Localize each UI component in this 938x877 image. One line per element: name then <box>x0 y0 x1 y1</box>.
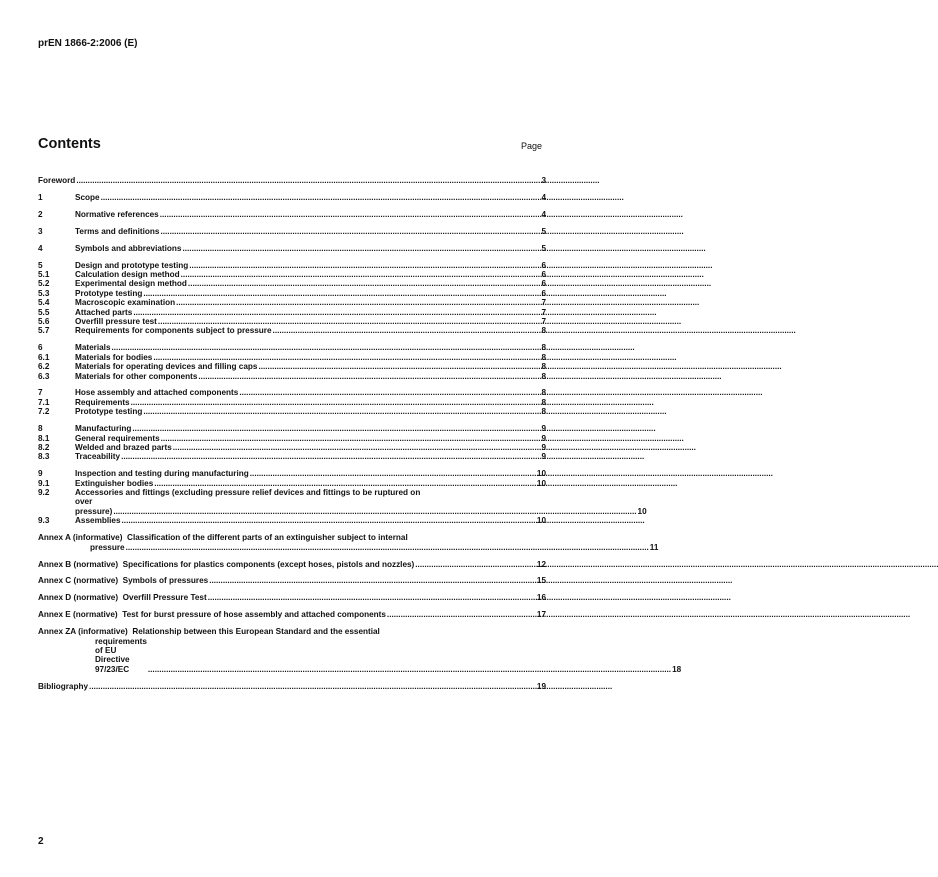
toc-entry-annex-e[interactable] <box>38 610 546 619</box>
dot-leader <box>181 270 704 279</box>
toc-entry-number: 5.4 <box>38 298 50 308</box>
toc-entry-annex-label: Annex B (normative) <box>38 559 119 569</box>
toc-entry-annex-b[interactable] <box>38 560 546 569</box>
toc-entry-number: 5.6 <box>38 316 50 326</box>
toc-entry-page: 7 <box>541 307 546 317</box>
toc-entry-title: Prototype testing <box>75 407 143 417</box>
toc-entry-page: 9 <box>541 424 546 434</box>
dot-leader <box>182 244 705 253</box>
toc-entry-5-1[interactable] <box>38 270 546 279</box>
toc-entry-5-2[interactable] <box>38 279 546 288</box>
toc-entry-title: Test for burst pressure of hose assembly and attached components <box>122 610 386 620</box>
toc-entry-title: Materials <box>75 343 111 353</box>
page-column-label: Page <box>521 141 543 151</box>
toc-entry-foreword[interactable] <box>38 176 546 185</box>
toc-entry-3[interactable] <box>38 227 546 236</box>
toc-entry-number: 5.3 <box>38 288 50 298</box>
contents-title: Contents <box>38 136 101 152</box>
toc-entry-page: 19 <box>536 681 546 691</box>
toc-entry-title: Prototype testing <box>75 288 143 298</box>
toc-entry-5[interactable] <box>38 261 546 270</box>
toc-entry-title: Normative references <box>75 209 159 219</box>
dot-leader <box>126 543 649 552</box>
dot-leader <box>173 443 696 452</box>
toc-entry-page: 7 <box>541 298 546 308</box>
toc-entry-number: 5.1 <box>38 269 50 279</box>
dot-leader <box>161 434 684 443</box>
dot-leader <box>209 576 732 585</box>
toc-entry-9-3[interactable] <box>38 516 546 525</box>
toc-entry-8-3[interactable] <box>38 452 546 461</box>
dot-leader <box>113 507 636 516</box>
toc-entry-page: 11 <box>649 542 659 552</box>
toc-entry-number: 5.2 <box>38 279 50 289</box>
dot-leader <box>158 317 681 326</box>
toc-entry-title: Symbols and abbreviations <box>75 243 182 253</box>
table-of-contents <box>38 176 682 691</box>
toc-entry-number: 4 <box>38 243 43 253</box>
toc-entry-title-line2: over pressure) <box>75 497 113 516</box>
toc-entry-number: 9.2 <box>38 488 50 498</box>
toc-entry-5-7[interactable] <box>38 326 546 335</box>
toc-entry-page: 16 <box>536 593 546 603</box>
toc-entry-number: 5.7 <box>38 326 50 336</box>
toc-entry-5-3[interactable] <box>38 289 546 298</box>
toc-entry-number: 7.1 <box>38 397 50 407</box>
toc-entry-number: 6 <box>38 343 43 353</box>
toc-entry-2[interactable] <box>38 210 546 219</box>
toc-entry-title: Foreword <box>38 176 76 185</box>
toc-entry-title-line1: Classification of the different parts of an extinguisher subject to internal <box>127 533 408 543</box>
toc-entry-title: Extinguisher bodies <box>75 478 154 488</box>
toc-entry-annex-c[interactable] <box>38 576 546 585</box>
toc-entry-title: Experimental design method <box>75 279 187 289</box>
toc-entry-title: Manufacturing <box>75 424 132 434</box>
toc-entry-annex-za[interactable] <box>38 627 682 674</box>
toc-entry-8[interactable] <box>38 424 546 433</box>
toc-entry-number: 9 <box>38 469 43 479</box>
toc-entry-5-4[interactable] <box>38 298 546 307</box>
dot-leader <box>273 326 796 335</box>
dot-leader <box>239 388 762 397</box>
toc-entry-annex-d[interactable] <box>38 593 546 602</box>
toc-entry-number: 8 <box>38 424 43 434</box>
toc-entry-title-line2: pressure <box>90 542 125 552</box>
toc-entry-title: Traceability <box>75 452 121 462</box>
toc-entry-7[interactable] <box>38 388 546 397</box>
toc-entry-page: 8 <box>541 362 546 372</box>
dot-leader <box>176 298 699 307</box>
toc-entry-page: 15 <box>536 576 546 586</box>
toc-entry-number: 6.3 <box>38 371 50 381</box>
toc-entry-title: Materials for other components <box>75 371 198 381</box>
toc-entry-number: 5.5 <box>38 307 50 317</box>
toc-entry-page: 6 <box>541 288 546 298</box>
dot-leader <box>188 279 711 288</box>
toc-entry-number: 9.1 <box>38 478 50 488</box>
toc-entry-title-line2: requirements of EU Directive 97/23/EC <box>95 636 147 674</box>
toc-entry-page: 5 <box>541 226 546 236</box>
toc-entry-number: 2 <box>38 209 43 219</box>
dot-leader <box>112 343 635 352</box>
toc-entry-title: Bibliography <box>38 681 89 691</box>
toc-entry-9[interactable] <box>38 469 546 478</box>
toc-entry-page: 5 <box>541 243 546 253</box>
toc-entry-page: 10 <box>637 506 647 516</box>
toc-entry-7-2[interactable] <box>38 407 546 416</box>
document-id-header: prEN 1866-2:2006 (E) <box>38 38 138 49</box>
toc-entry-number: 6.2 <box>38 362 50 372</box>
toc-entry-page: 6 <box>541 279 546 289</box>
toc-entry-number: 8.3 <box>38 452 50 462</box>
dot-leader <box>160 210 683 219</box>
toc-entry-page: 8 <box>541 343 546 353</box>
toc-entry-6-2[interactable] <box>38 362 546 371</box>
toc-entry-6[interactable] <box>38 343 546 352</box>
toc-entry-page: 10 <box>536 516 546 526</box>
toc-entry-title-line1: Accessories and fittings (excluding pressure relief devices and fittings to be ruptured on <box>75 488 421 498</box>
dot-leader <box>153 353 676 362</box>
toc-entry-title-line1: Relationship between this European Standard and the essential <box>132 627 380 637</box>
dot-leader <box>258 362 781 371</box>
toc-entry-page: 8 <box>541 397 546 407</box>
toc-entry-9-1[interactable] <box>38 479 546 488</box>
toc-entry-6-1[interactable] <box>38 353 546 362</box>
toc-entry-1[interactable] <box>38 193 546 202</box>
toc-entry-7-1[interactable] <box>38 398 546 407</box>
dot-leader <box>160 227 683 236</box>
toc-entry-number: 7 <box>38 388 43 398</box>
dot-leader <box>131 398 654 407</box>
dot-leader <box>143 289 666 298</box>
toc-entry-number: 7.2 <box>38 407 50 417</box>
dot-leader <box>148 665 671 674</box>
toc-entry-page: 8 <box>541 407 546 417</box>
toc-entry-title: Scope <box>75 192 100 202</box>
toc-entry-page: 6 <box>541 269 546 279</box>
toc-entry-number: 8.2 <box>38 442 50 452</box>
toc-entry-annex-label: Annex E (normative) <box>38 610 118 620</box>
toc-entry-annex-label: Annex ZA (informative) <box>38 627 128 637</box>
toc-entry-page: 9 <box>541 452 546 462</box>
toc-entry-page: 8 <box>541 326 546 336</box>
toc-entry-title: Terms and definitions <box>75 226 160 236</box>
toc-entry-5-6[interactable] <box>38 317 546 326</box>
toc-entry-annex-label: Annex A (informative) <box>38 533 123 543</box>
dot-leader <box>76 176 599 185</box>
toc-entry-page: 10 <box>536 469 546 479</box>
dot-leader <box>122 516 645 525</box>
toc-entry-number: 9.3 <box>38 516 50 526</box>
toc-entry-title: Overfill pressure test <box>75 316 157 326</box>
toc-entry-page: 18 <box>672 664 682 674</box>
toc-entry-title: Specifications for plastics components (except hoses, pistols and nozzles) <box>122 559 415 569</box>
dot-leader <box>208 593 731 602</box>
toc-entry-page: 8 <box>541 371 546 381</box>
toc-entry-title: Requirements <box>75 397 130 407</box>
toc-entry-title: Materials for bodies <box>75 352 153 362</box>
toc-entry-page: 4 <box>541 192 546 202</box>
toc-entry-number: 1 <box>38 192 43 202</box>
toc-entry-page: 7 <box>541 316 546 326</box>
toc-entry-title: Inspection and testing during manufacturing <box>75 469 249 479</box>
toc-entry-title: General requirements <box>75 433 160 443</box>
dot-leader <box>250 469 773 478</box>
dot-leader <box>189 261 712 270</box>
toc-entry-4[interactable] <box>38 244 546 253</box>
toc-entry-9-2[interactable] <box>38 488 647 516</box>
toc-entry-title: Hose assembly and attached components <box>75 388 239 398</box>
toc-entry-number: 3 <box>38 226 43 236</box>
toc-entry-page: 12 <box>536 559 546 569</box>
dot-leader <box>143 407 666 416</box>
toc-entry-8-1[interactable] <box>38 434 546 443</box>
toc-entry-title: Macroscopic examination <box>75 298 176 308</box>
dot-leader <box>121 452 644 461</box>
dot-leader <box>387 610 910 619</box>
toc-entry-page: 8 <box>541 388 546 398</box>
toc-entry-6-3[interactable] <box>38 372 546 381</box>
toc-entry-title: Design and prototype testing <box>75 260 189 270</box>
toc-entry-8-2[interactable] <box>38 443 546 452</box>
dot-leader <box>415 560 938 569</box>
toc-entry-title: Overfill Pressure Test <box>122 593 207 603</box>
toc-entry-page: 10 <box>536 478 546 488</box>
toc-entry-title: Calculation design method <box>75 269 180 279</box>
dot-leader <box>133 308 656 317</box>
toc-entry-page: 17 <box>536 610 546 620</box>
toc-entry-title: Welded and brazed parts <box>75 442 172 452</box>
toc-entry-title: Attached parts <box>75 307 133 317</box>
toc-entry-title: Materials for operating devices and filling caps <box>75 362 258 372</box>
toc-entry-annex-label: Annex D (normative) <box>38 593 119 603</box>
dot-leader <box>132 424 655 433</box>
toc-entry-page: 6 <box>541 260 546 270</box>
dot-leader <box>198 372 721 381</box>
toc-entry-number: 6.1 <box>38 352 50 362</box>
toc-entry-page: 4 <box>541 209 546 219</box>
toc-entry-bibliography[interactable] <box>38 682 546 691</box>
toc-entry-number: 8.1 <box>38 433 50 443</box>
toc-entry-5-5[interactable] <box>38 308 546 317</box>
toc-entry-number: 5 <box>38 260 43 270</box>
dot-leader <box>89 682 612 691</box>
toc-entry-title: Assemblies <box>75 516 121 526</box>
toc-entry-page: 8 <box>541 352 546 362</box>
toc-entry-title: Symbols of pressures <box>122 576 209 586</box>
toc-entry-page: 9 <box>541 433 546 443</box>
toc-entry-annex-a[interactable] <box>38 533 659 552</box>
toc-entry-annex-label: Annex C (normative) <box>38 576 119 586</box>
toc-entry-title: Requirements for components subject to pressure <box>75 326 272 336</box>
toc-entry-page: 3 <box>541 176 546 185</box>
dot-leader <box>154 479 677 488</box>
toc-entry-page: 9 <box>541 442 546 452</box>
page-number: 2 <box>38 836 44 847</box>
